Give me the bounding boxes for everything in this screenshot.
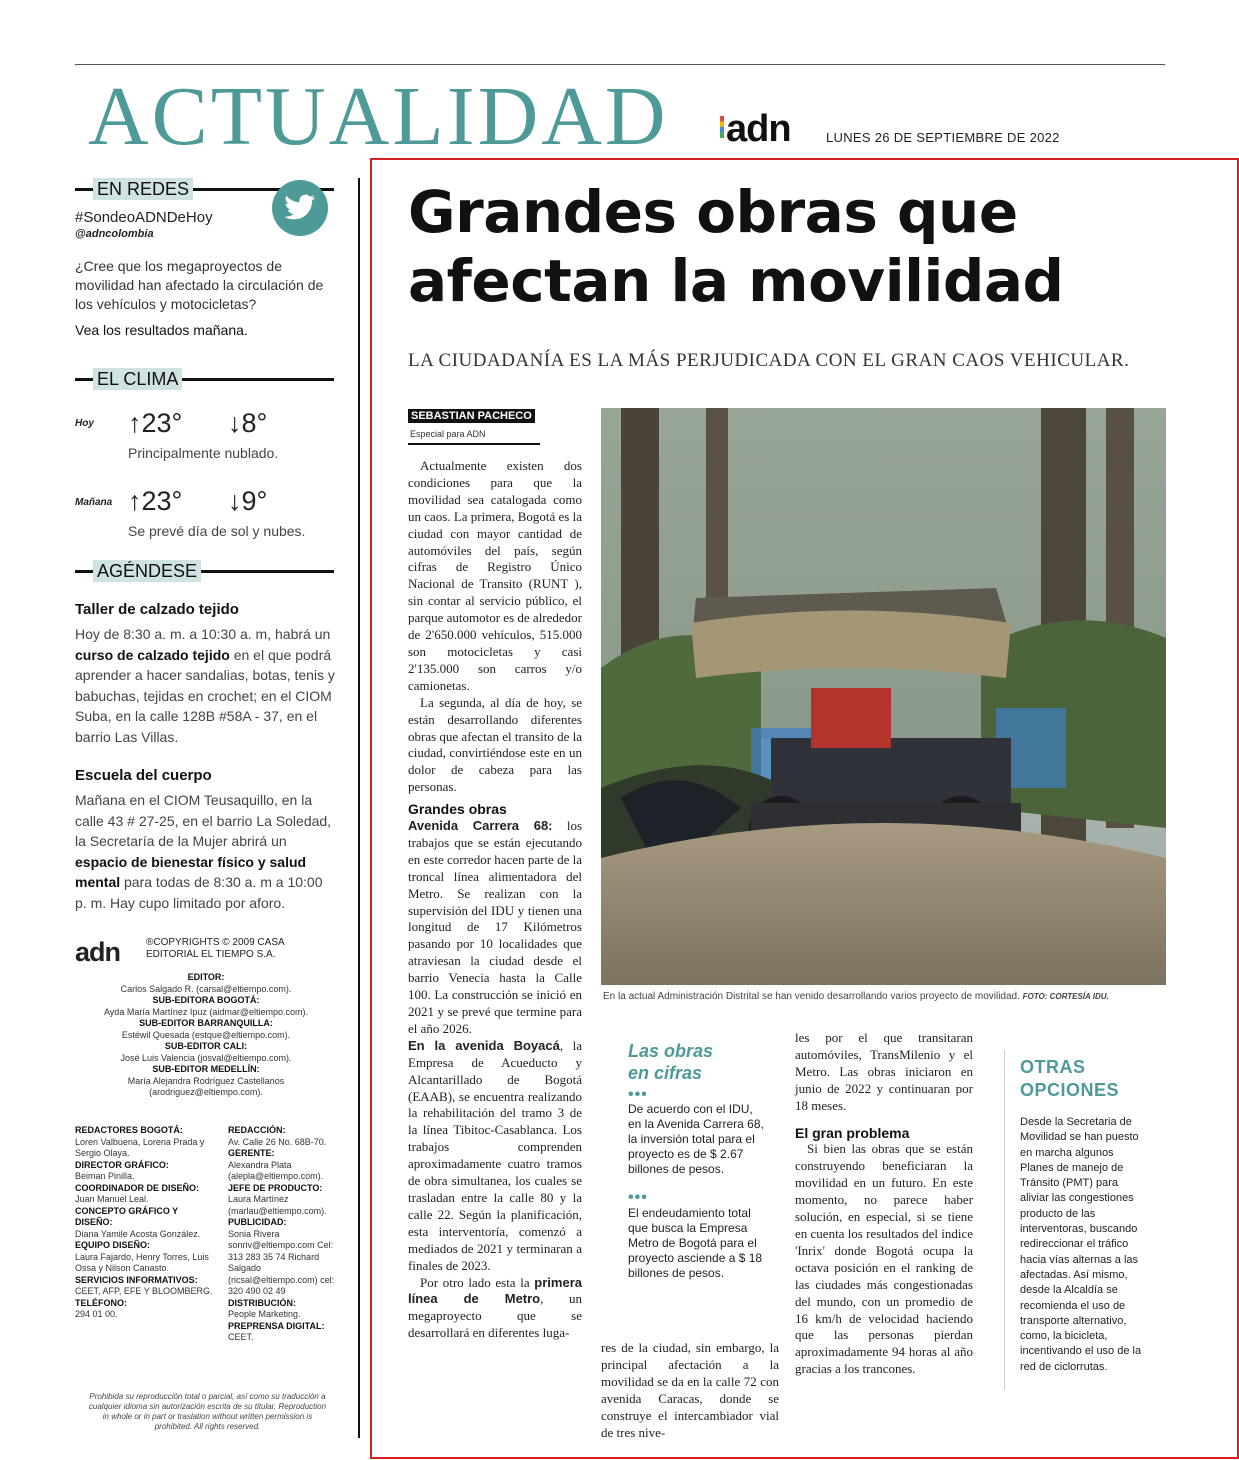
weather-low: ↓8° — [228, 408, 268, 438]
logo-color-dots-icon — [720, 116, 724, 138]
bullet-dots-icon: ••• — [628, 1189, 648, 1206]
weather-high: ↑23° — [128, 486, 183, 516]
section-title: ACTUALIDAD — [88, 70, 669, 163]
event-title: Escuela del cuerpo — [75, 767, 212, 784]
byline-rule — [408, 443, 540, 445]
copyright: ®COPYRIGHTS © 2009 CASA EDITORIAL EL TIEMPO S.A. — [146, 937, 285, 960]
event-body: Hoy de 8:30 a. m. a 10:30 a. m, habrá un curso de calzado tejido en el que podrá aprender a hacer sandalias, botas, tenis y babuchas, tejidas en crochet; en el CIOM Suba, en la calle 128B #58A - 37, en el barrio Las Villas. — [75, 626, 335, 745]
weather-description: Se prevé día de sol y nubes. — [128, 523, 306, 539]
paragraph: res de la ciudad, sin embargo, la principal afectación a la movilidad se da en la calle 72 con avenida Caracas, donde se construye el intercambiador vial de tres nive- — [601, 1340, 779, 1440]
construction-photo — [601, 408, 1166, 985]
article-subhead: LA CIUDADANÍA ES LA MÁS PERJUDICADA CON EL GRAN CAOS VEHICULAR. — [408, 350, 1130, 371]
article-column-2 — [601, 1340, 779, 1441]
poll-question: ¿Cree que los megaproyectos de movilidad han afectado la circulación de los vehículos y motocicletas? — [75, 258, 324, 312]
paragraph: les por el que transitaran automóviles, TransMilenio y el Metro. Las obras iniciaron en junio de 2022 y continuaran por 18 meses. — [795, 1030, 973, 1113]
paragraph: Por otro lado esta la primera línea de Metro, un megaproyecto que se desarrollará en diferentes luga- — [408, 1274, 582, 1341]
legal-notice: Prohibida su reproducción total o parcial, así como su traducción a cualquier idioma sin autorización escrita de su titular. Reproduction in whole or in part or traslation without written permission is prohibited. All rights reserved. — [88, 1392, 327, 1431]
paragraph: Actualmente existen dos condiciones para que la movilidad sea catalogada como un caos. La primera, Bogotá es la ciudad con mayor cantidad de automóviles del país, según cifras de Registro Único Nacional de Transito (RUNT ), sin contar al servicio público, el parque automotor es de alrededor de 2'650.000 vehículos, 515.000 son motocicletas y casi 2'135.000 son carros y/o camionetas. — [408, 458, 582, 693]
weather-high: ↑23° — [128, 408, 183, 438]
weather-day-label: Mañana — [75, 497, 113, 508]
staff-list-left: REDACTORES BOGOTÁ: Loren Valbuena, Lorena Prada y Sergio Olaya. DIRECTOR GRÁFICO: Beiman Pinilla. COORDINADOR DE DISEÑO: Juan Manuel Leal. CONCEPTO GRÁFICO Y DISEÑO: Diana Yamile Acosta González. EQUIPO DISEÑO: Laura Fajardo, Henry Torres, Luis Ossa y Nilson Canasto. SERVICIOS INFORMATIVOS: CEET, AFP, EFE Y BLOOMBERG. TELÉFONO: 294 01 00. — [75, 1125, 213, 1319]
paragraph: Si bien las obras que se están construyendo beneficiaran la movilidad en un futuro. En este momento, no parece haber solución, en especial, si se tiene en cuenta los resultados del índice 'Inrix' donde Bogotá ocupa la octava posición en el ranking de las ciudades más congestionadas del mundo, con un promedio de 16 km/h de velocidad haciendo que las personas pierdan aproximadamente 94 horas al año gracias a los trancones. — [795, 1141, 973, 1377]
redes-handle: @adncolombia — [75, 228, 154, 240]
paragraph: En la avenida Boyacá, la Empresa de Acueducto y Alcantarillado de Bogotá (EAAB), se encuentra realizando la rehabilitación del tramo 3 de la línea Tibitoc-Casablanca. Los trabajos comprenden aproximadamente cuatro tramos de obra simultanea, los cuales se trasladan entre la calle 80 y la calle 22. Según la planificación, esta interventoría, comenzó a mediados de 2021 y terminaran a finales de 2023. — [408, 1037, 582, 1273]
agenda-section-heading — [75, 560, 334, 582]
adn-masthead-logo: adn — [75, 937, 121, 967]
cifras-item: El endeudamiento total que busca la Empresa Metro de Bogotá para el proyecto asciende a $ 18 billones de pesos. — [628, 1206, 763, 1280]
weather-description: Principalmente nublado. — [128, 445, 279, 461]
clima-section-heading — [75, 368, 334, 390]
clima-heading-label: EL CLIMA — [93, 368, 182, 390]
weather-low: ↓9° — [228, 486, 268, 516]
event-title: Taller de calzado tejido — [75, 601, 239, 618]
author-role: Especial para ADN — [410, 429, 486, 439]
paragraph: Avenida Carrera 68: los trabajos que se están ejecutando en este corredor hacen parte de la troncal línea alimentadora del Metro. Se realizan con la supervisión del IDU y tienen una longitud de 17 Kilómetros pasando por 10 localidades que atraviesan la ciudad desde el barrio Venecia hasta la Calle 100. La construcción se inició en 2021 y se prevé que termine para el año 2026. — [408, 818, 583, 1036]
cifras-title: Las obras en cifras — [628, 1041, 714, 1083]
redes-heading-label: EN REDES — [93, 178, 193, 200]
subheading: Grandes obras — [408, 801, 507, 818]
agenda-heading-label: AGÉNDESE — [93, 560, 201, 582]
otras-opciones-body: Desde la Secretaria de Movilidad se han puesto en marcha algunos Planes de manejo de Tránsito (PMT) para aliviar las congestiones producto de las interventoras, buscando redireccionar el tráfico hacia vías alternas a las afectadas. Así mismo, desde la Alcaldía se recomienda el uso de transporte alternativo, como, la bicicleta, incentivando el uso de la red de ciclorrutas. — [1020, 1116, 1142, 1373]
bullet-dots-icon: ••• — [628, 1086, 648, 1103]
photo-credit: FOTO: CORTESÍA IDU. — [1022, 992, 1109, 1001]
article-column-1 — [408, 458, 582, 1342]
staff-list-right: REDACCIÓN: Av. Calle 26 No. 68B-70. GERENTE: Alexandra Plata (alepla@eltiempo.com). JEFE DE PRODUCTO: Laura Martínez (marlau@eltiempo.com). PUBLICIDAD: Sonia Rivera sonriv@eltiempo.com Cel: 313 283 35 74 Richard Salgado (ricsal@eltiempo.com) cel: 320 490 02 49 DISTRIBUCIÓN: People Marketing. PREPRENSA DIGITAL: CEET. — [228, 1125, 335, 1342]
adn-logo-text: adn — [726, 108, 791, 150]
adn-logo — [726, 108, 791, 151]
photo-caption: En la actual Administración Distrital se han venido desarrollando varios proyecto de movilidad. FOTO: CORTESÍA IDU. — [603, 991, 1109, 1002]
paragraph: La segunda, al día de hoy, se están desarrollando diferentes obras que afectan el transito de la ciudad, convirtiéndose este en un dolor de cabeza para las personas. — [408, 694, 582, 795]
article-column-3 — [795, 1030, 973, 1378]
author-name: SEBASTIAN PACHECO — [408, 409, 535, 423]
subheading: El gran problema — [795, 1124, 910, 1141]
redes-hashtag: #SondeoADNDeHoy — [75, 209, 213, 226]
staff-editors: EDITOR: Carlos Salgado R. (carsal@eltiempo.com). SUB-EDITORA BOGOTÁ: Ayda María Martínez Ipuz (aidmar@eltiempo.com). SUB-EDITOR BARRANQUILLA: Estéwil Quesada (estque@eltiempo.com). SUB-EDITOR CALI: José Luis Valencia (josval@eltiempo.com). SUB-EDITOR MEDELLÍN: María Alejandra Rodríguez Castellanos (arodriguez@eltiempo.com). — [103, 972, 309, 1097]
publication-date: LUNES 26 DE SEPTIEMBRE DE 2022 — [826, 130, 1060, 145]
cifras-item: De acuerdo con el IDU, en la Avenida Carrera 68, la inversión total para el proyecto es de $ 2.67 billones de pesos. — [628, 1102, 764, 1176]
twitter-bird-icon — [272, 180, 328, 236]
otras-opciones-title: OTRAS OPCIONES — [1020, 1057, 1120, 1100]
poll-results-note: Vea los resultados mañana. — [75, 322, 248, 338]
column-divider — [358, 178, 360, 1438]
article-headline: Grandes obras que afectan la movilidad — [408, 178, 1064, 315]
weather-day-label: Hoy — [75, 418, 94, 429]
top-rule — [75, 64, 1165, 65]
sidebar-divider — [1004, 1050, 1005, 1390]
event-body: Mañana en el CIOM Teusaquillo, en la calle 43 # 27-25, en el barrio La Soledad, la Secretaría de la Mujer abrirá un espacio de bienestar físico y salud mental para todas de 8:30 a. m a 10:00 p. m. Hay cupo limitado por aforo. — [75, 792, 332, 911]
